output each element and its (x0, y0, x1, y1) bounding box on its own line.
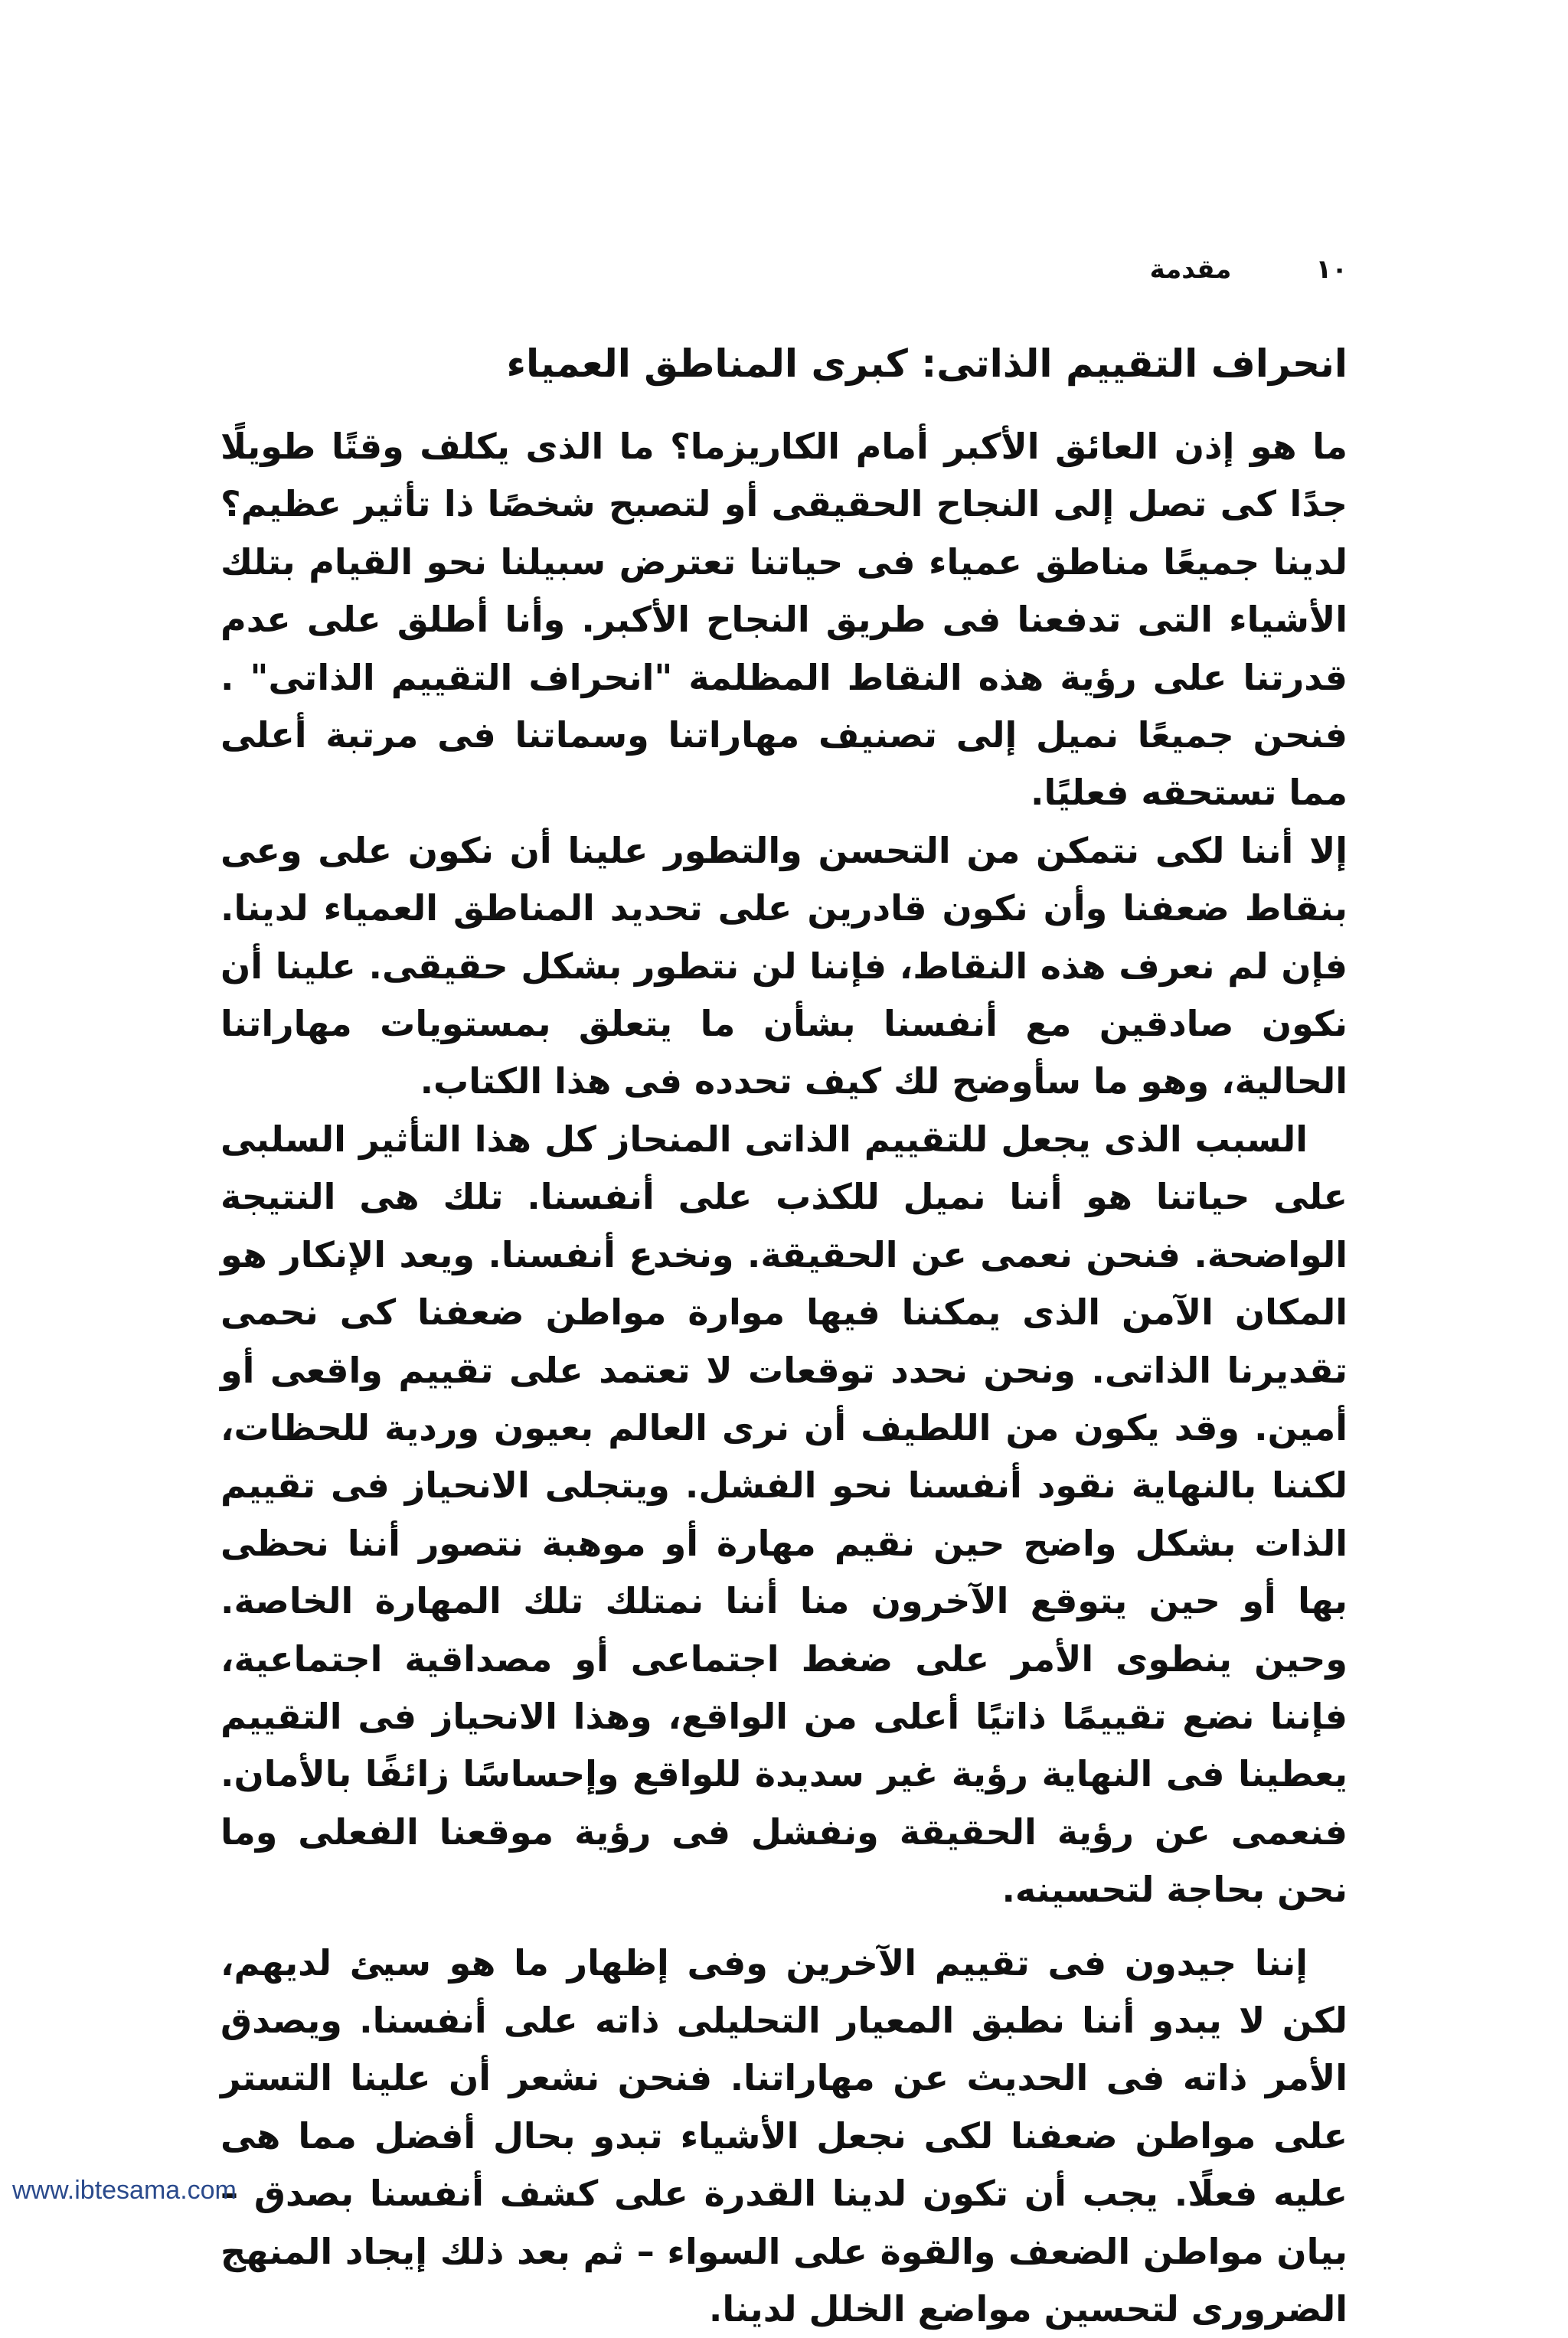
paragraph-3: السبب الذى يجعل للتقييم الذاتى المنحاز كل هذا التأثير السلبى على حياتنا هو أننا نميل للكذب على أنفسنا. تلك هى النتيجة الواضحة. فنحن نعمى عن الحقيقة. ونخدع أنفسنا. ويعد الإنكار هو المكان الآمن الذى يمكننا فيها موارة مواطن ضعفنا كى نحمى تقديرنا الذاتى. ونحن نحدد توقعات لا تعتمد على تقييم واقعى أو أمين. وقد يكون من اللطيف أن نرى العالم بعيون وردية للحظات، لكننا بالنهاية نقود أنفسنا نحو الفشل. ويتجلى الانحياز فى تقييم الذات بشكل واضح حين نقيم مهارة أو موهبة نتصور أننا نحظى بها أو حين يتوقع الآخرون منا أننا نمتلك تلك المهارة الخاصة. وحين ينطوى الأمر على ضغط اجتماعى أو مصداقية اجتماعية، فإننا نضع تقييمًا ذاتيًا أعلى من الواقع، وهذا الانحياز فى التقييم يعطينا فى النهاية رؤية غير سديدة للواقع وإحساسًا زائفًا بالأمان. فنعمى عن رؤية الحقيقة ونفشل فى رؤية موقعنا الفعلى وما نحن بحاجة لتحسينه. (220, 1118, 1348, 1911)
page-number: ١٠ (1315, 254, 1348, 285)
body-text (220, 337, 1348, 2338)
website-link[interactable]: www.ibtesama.com (12, 2176, 237, 2205)
paragraph-1: ما هو إذن العائق الأكبر أمام الكاريزما؟ ما الذى يكلف وقتًا طويلًا جدًا كى تصل إلى النجاح الحقيقى أو لتصبح شخصًا ذا تأثير عظيم؟ لدينا جميعًا مناطق عمياء فى حياتنا تعترض سبيلنا نحو القيام بتلك الأشياء التى تدفعنا فى طريق النجاح الأكبر. وأنا أطلق على عدم قدرتنا على رؤية هذه النقاط المظلمة "انحراف التقييم الذاتى" . فنحن جميعًا نميل إلى تصنيف مهاراتنا وسماتنا فى مرتبة أعلى مما تستحقه فعليًا. (220, 426, 1348, 814)
paragraph-2: إلا أننا لكى نتمكن من التحسن والتطور علينا أن نكون على وعى بنقاط ضعفنا وأن نكون قادرين على تحديد المناطق العمياء لدينا. فإن لم نعرف هذه النقاط، فإننا لن نتطور بشكل حقيقى. علينا أن نكون صادقين مع أنفسنا بشأن ما يتعلق بمستويات مهاراتنا الحالية، وهو ما سأوضح لك كيف تحدده فى هذا الكتاب. (220, 829, 1348, 1102)
paragraph-4: إننا جيدون فى تقييم الآخرين وفى إظهار ما هو سيئ لديهم، لكن لا يبدو أننا نطبق المعيار التحليلى ذاته على أنفسنا. ويصدق الأمر ذاته فى الحديث عن مهاراتنا. فنحن نشعر أن علينا التستر على مواطن ضعفنا لكى نجعل الأشياء تبدو بحال أفضل مما هى عليه فعلًا. يجب أن تكون لدينا القدرة على كشف أنفسنا بصدق – بيان مواطن الضعف والقوة على السواء – ثم بعد ذلك إيجاد المنهج الضرورى لتحسين مواضع الخلل لدينا. (220, 1941, 1348, 2330)
section-heading: انحراف التقييم الذاتى: كبرى المناطق العمياء (506, 341, 1348, 386)
running-header (1087, 247, 1348, 292)
chapter-title: مقدمة (1149, 254, 1232, 285)
